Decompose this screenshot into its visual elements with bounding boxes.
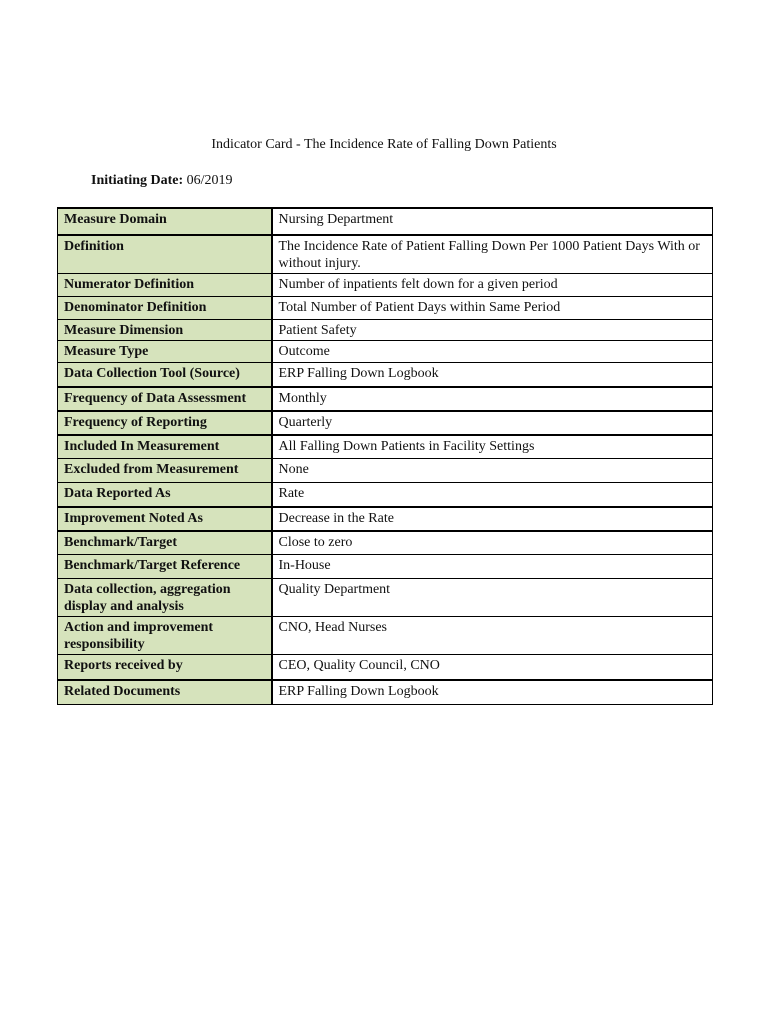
row-label: Measure Domain: [58, 208, 272, 235]
row-label: Improvement Noted As: [58, 507, 272, 531]
row-label: Benchmark/Target Reference: [58, 555, 272, 579]
row-label: Included In Measurement: [58, 435, 272, 459]
row-label: Measure Dimension: [58, 320, 272, 341]
row-label: Definition: [58, 235, 272, 274]
table-row-benchmark-reference: [58, 555, 713, 579]
row-value: Outcome: [272, 341, 713, 363]
row-value: Patient Safety: [272, 320, 713, 341]
initiating-date-label: Initiating Date:: [91, 173, 184, 188]
row-label: Related Documents: [58, 680, 272, 705]
row-label: Data Collection Tool (Source): [58, 363, 272, 387]
row-value: CEO, Quality Council, CNO: [272, 655, 713, 680]
table-row-improvement-noted: [58, 507, 713, 531]
row-value: Decrease in the Rate: [272, 507, 713, 531]
row-value: In-House: [272, 555, 713, 579]
table-row-excluded: [58, 459, 713, 483]
row-value: Total Number of Patient Days within Same Period: [272, 297, 713, 320]
document-title: Indicator Card - The Incidence Rate of Falling Down Patients: [211, 137, 557, 152]
table-row-data-reported-as: [58, 483, 713, 507]
row-value: ERP Falling Down Logbook: [272, 680, 713, 705]
row-value: ERP Falling Down Logbook: [272, 363, 713, 387]
row-label: Data collection, aggregation display and analysis: [58, 579, 272, 617]
row-value: Rate: [272, 483, 713, 507]
table-row-related-documents: [58, 680, 713, 705]
row-value: Quality Department: [272, 579, 713, 617]
row-value: Nursing Department: [272, 208, 713, 235]
table-row-denominator-definition: [58, 297, 713, 320]
row-label: Action and improvement responsibility: [58, 617, 272, 655]
table-row-action-responsibility: [58, 617, 713, 655]
row-value: Number of inpatients felt down for a given period: [272, 274, 713, 297]
row-value: Quarterly: [272, 411, 713, 435]
table-row-frequency-assessment: [58, 387, 713, 411]
row-label: Measure Type: [58, 341, 272, 363]
row-label: Data Reported As: [58, 483, 272, 507]
row-value: Monthly: [272, 387, 713, 411]
row-label: Benchmark/Target: [58, 531, 272, 555]
table-row-benchmark-target: [58, 531, 713, 555]
row-label: Reports received by: [58, 655, 272, 680]
table-row-frequency-reporting: [58, 411, 713, 435]
row-label: Frequency of Data Assessment: [58, 387, 272, 411]
table-row-data-collection-tool: [58, 363, 713, 387]
table-row-measure-dimension: [58, 320, 713, 341]
table-row-definition: [58, 235, 713, 274]
row-value: CNO, Head Nurses: [272, 617, 713, 655]
row-label: Frequency of Reporting: [58, 411, 272, 435]
row-label: Numerator Definition: [58, 274, 272, 297]
row-value: All Falling Down Patients in Facility Settings: [272, 435, 713, 459]
table-row-reports-received: [58, 655, 713, 680]
row-value: None: [272, 459, 713, 483]
row-value: Close to zero: [272, 531, 713, 555]
table-row-data-collection-aggregation: [58, 579, 713, 617]
table-row-measure-type: [58, 341, 713, 363]
table-row-numerator-definition: [58, 274, 713, 297]
initiating-date-line: [91, 172, 233, 190]
row-label: Excluded from Measurement: [58, 459, 272, 483]
table-row-measure-domain: [58, 208, 713, 235]
row-label: Denominator Definition: [58, 297, 272, 320]
initiating-date-value: 06/2019: [186, 173, 233, 188]
indicator-card-table: [57, 207, 713, 705]
table-row-included: [58, 435, 713, 459]
row-value: The Incidence Rate of Patient Falling Down Per 1000 Patient Days With or without injury.: [272, 235, 713, 274]
